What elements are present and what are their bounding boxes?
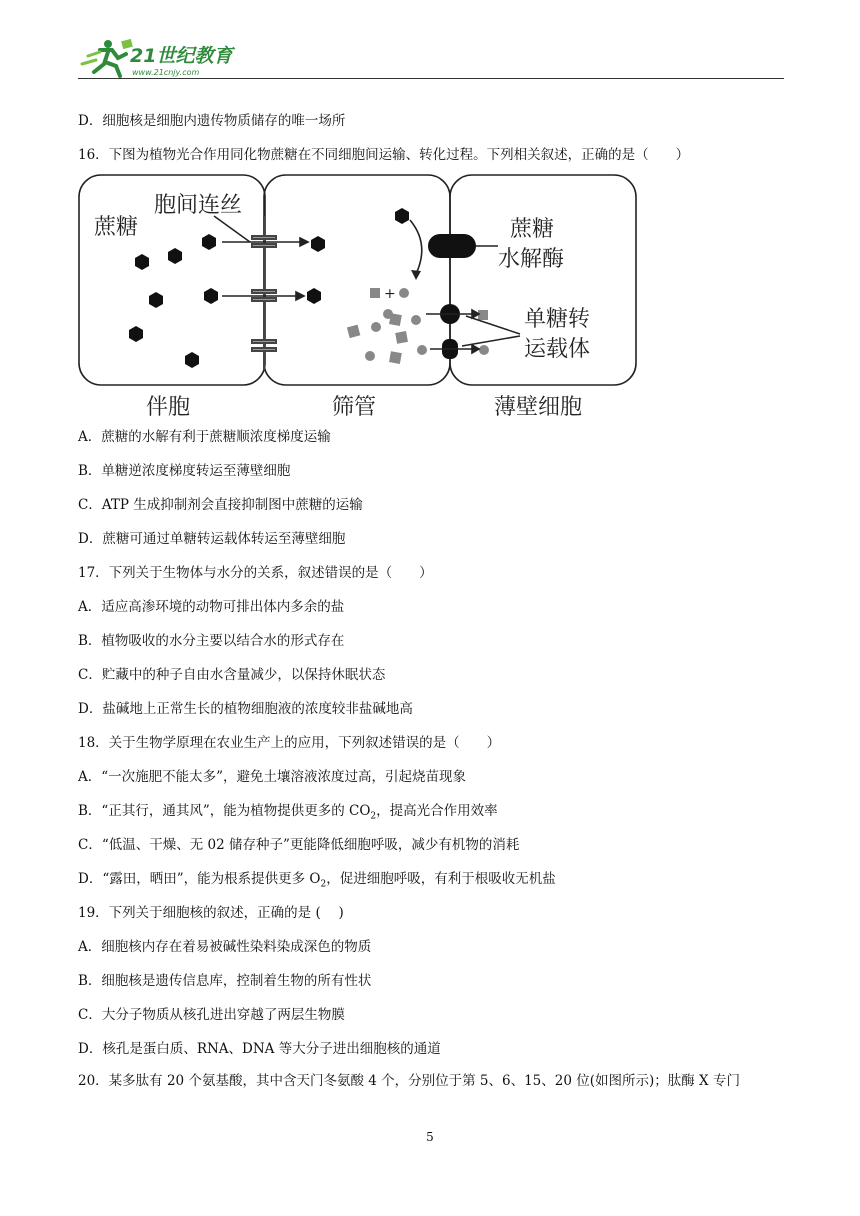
option-17d: D．盐碱地上正常生长的植物细胞液的浓度较非盐碱地高 xyxy=(78,701,413,717)
cell-name-sieve: 筛管 xyxy=(332,395,377,420)
question-19: 19．下列关于细胞核的叙述，正确的是 ( ) xyxy=(78,905,344,921)
option-17c: C．贮藏中的种子自由水含量减少，以保持休眠状态 xyxy=(78,667,386,683)
option-18a: A．“一次施肥不能太多”，避免土壤溶液浓度过高，引起烧苗现象 xyxy=(78,769,467,785)
logo-text: 21世纪教育 xyxy=(130,45,233,67)
cell-name-companion: 伴胞 xyxy=(146,395,191,420)
question-20: 20．某多肽有 20 个氨基酸，其中含天门冬氨酸 4 个，分别位于第 5、6、15、20 位(如图所示)；肽酶 X 专门 xyxy=(78,1073,740,1089)
label-transporter-1: 单糖转 xyxy=(524,307,591,332)
option-19d: D．核孔是蛋白质、RNA、DNA 等大分子进出细胞核的通道 xyxy=(78,1041,441,1057)
option-18b: B．“正其行，通其风”，能为植物提供更多的 $CO_2$，提高光合作用效率 xyxy=(78,803,498,822)
question-17: 17．下列关于生物体与水分的关系，叙述错误的是（ ） xyxy=(78,565,433,581)
label-transporter-2: 运载体 xyxy=(524,337,591,362)
page-header xyxy=(78,36,784,80)
label-invertase-2: 水解酶 xyxy=(498,247,565,272)
question-16: 16．下图为植物光合作用同化物蔗糖在不同细胞间运输、转化过程。下列相关叙述，正确的是（ ） xyxy=(78,147,690,163)
logo-url: www.21cnjy.com xyxy=(132,68,200,77)
option-19c: C．大分子物质从核孔进出穿越了两层生物膜 xyxy=(78,1007,345,1023)
option-19a: A．细胞核内存在着易被碱性染料染成深色的物质 xyxy=(78,939,372,955)
label-sucrose: 蔗糖 xyxy=(94,215,139,240)
cell-name-parenchyma: 薄壁细胞 xyxy=(494,395,583,420)
option-16d: D．蔗糖可通过单糖转运载体转运至薄壁细胞 xyxy=(78,531,346,547)
invertase-enzyme xyxy=(428,234,476,258)
option-17a: A．适应高渗环境的动物可排出体内多余的盐 xyxy=(78,599,345,615)
option-18d: D．“露田，晒田”，能为根系提供更多 $O_2$，促进细胞呼吸，有利于根吸收无机盐 xyxy=(78,871,556,890)
option-19b: B．细胞核是遗传信息库，控制着生物的所有性状 xyxy=(78,973,372,989)
option-d-q15: D．细胞核是细胞内遗传物质储存的唯一场所 xyxy=(78,113,346,129)
option-18c: C．“低温、干燥、无 02 储存种子”更能降低细胞呼吸，减少有机物的消耗 xyxy=(78,837,520,853)
label-plasmodesmata: 胞间连丝 xyxy=(154,193,243,218)
logo-21cnjy xyxy=(78,36,248,80)
plus-sign: + xyxy=(384,286,396,302)
option-16b: B．单糖逆浓度梯度转运至薄壁细胞 xyxy=(78,463,291,479)
page-number: 5 xyxy=(426,1130,434,1144)
option-17b: B．植物吸收的水分主要以结合水的形式存在 xyxy=(78,633,345,649)
option-16a: A．蔗糖的水解有利于蔗糖顺浓度梯度运输 xyxy=(78,429,331,445)
label-invertase-1: 蔗糖 xyxy=(510,217,555,242)
option-16c: C．ATP 生成抑制剂会直接抑制图中蔗糖的运输 xyxy=(78,497,363,513)
question-18: 18．关于生物学原理在农业生产上的应用，下列叙述错误的是（ ） xyxy=(78,735,501,751)
header-rule xyxy=(78,78,784,79)
plasmodesmata xyxy=(252,216,276,370)
sucrose-transport-figure xyxy=(78,174,638,420)
